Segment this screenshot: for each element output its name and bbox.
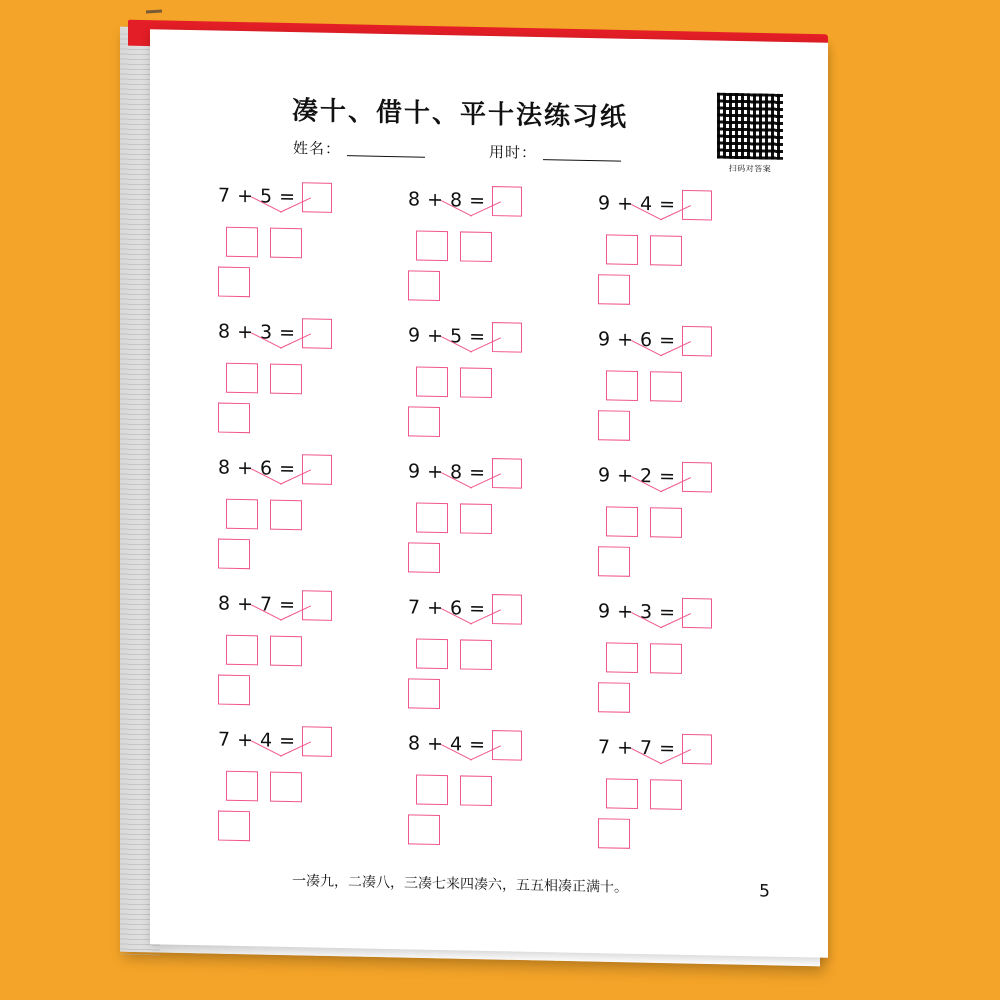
decomp-box-right[interactable] — [650, 779, 682, 810]
decomposition-tree — [598, 762, 778, 866]
operand-b: 8 — [450, 189, 463, 212]
decomposition-tree — [408, 758, 588, 862]
decomp-box-left[interactable] — [226, 363, 258, 394]
operand-b: 5 — [260, 185, 273, 208]
operand-a: 9 — [598, 328, 611, 351]
qr-caption: 扫码对答案 — [728, 163, 772, 174]
decomposition-tree — [598, 490, 778, 594]
decomp-box-left[interactable] — [606, 506, 638, 537]
operand-a: 8 — [218, 320, 231, 343]
operand-b: 5 — [450, 325, 463, 348]
decomp-box-left[interactable] — [416, 775, 448, 806]
name-blank[interactable] — [347, 141, 425, 158]
equals-sign: = — [659, 193, 676, 216]
problem-item — [592, 324, 782, 464]
problem-item — [212, 180, 402, 320]
operator: + — [427, 460, 444, 484]
problem-row — [212, 180, 782, 327]
problem-item — [402, 320, 592, 460]
operand-b: 3 — [260, 321, 273, 344]
operator: + — [237, 184, 254, 208]
qr-code-block — [714, 91, 786, 175]
equals-sign: = — [279, 185, 296, 209]
decomp-box-right[interactable] — [650, 507, 682, 538]
decomp-box-left[interactable] — [226, 635, 258, 666]
operand-a: 9 — [598, 600, 611, 623]
equals-sign: = — [469, 189, 486, 212]
problem-item — [212, 452, 402, 592]
operand-b: 4 — [450, 733, 463, 756]
decomposition-tree — [218, 755, 398, 859]
operator: + — [617, 328, 634, 351]
problem-item — [402, 456, 592, 596]
decomp-box-sub[interactable] — [218, 539, 250, 570]
operator: + — [427, 732, 444, 756]
operand-a: 9 — [408, 324, 421, 347]
decomp-box-left[interactable] — [606, 234, 638, 265]
operator: + — [237, 592, 254, 616]
decomp-box-sub[interactable] — [218, 267, 250, 298]
decomposition-tree — [218, 211, 398, 315]
problem-row — [212, 588, 782, 735]
equals-sign: = — [659, 465, 676, 488]
equals-sign: = — [659, 329, 676, 352]
decomp-box-right[interactable] — [650, 235, 682, 266]
decomp-box-sub[interactable] — [598, 682, 630, 713]
operand-b: 6 — [260, 457, 273, 480]
operand-b: 8 — [450, 461, 463, 484]
student-info-row — [150, 134, 770, 167]
footer-rhyme: 一凑九，二凑八，三凑七来四凑六，五五相凑正满十。 — [292, 873, 628, 896]
decomposition-tree — [598, 218, 778, 322]
operand-b: 7 — [260, 593, 273, 616]
operand-a: 7 — [598, 736, 611, 759]
decomp-box-sub[interactable] — [598, 818, 630, 849]
equals-sign: = — [279, 729, 296, 753]
decomp-box-sub[interactable] — [408, 270, 440, 301]
decomp-box-left[interactable] — [606, 778, 638, 809]
operator: + — [427, 596, 444, 620]
operand-a: 8 — [218, 592, 231, 615]
decomp-box-sub[interactable] — [218, 675, 250, 706]
worksheet-page — [150, 29, 828, 958]
problem-item — [592, 732, 782, 872]
decomp-box-sub[interactable] — [408, 406, 440, 437]
problem-item — [592, 596, 782, 736]
operand-a: 9 — [598, 192, 611, 215]
decomp-box-right[interactable] — [460, 639, 492, 670]
problem-item — [592, 460, 782, 600]
operator: + — [427, 188, 444, 212]
decomp-box-left[interactable] — [226, 771, 258, 802]
operator: + — [617, 464, 634, 487]
decomp-box-left[interactable] — [416, 639, 448, 670]
operand-a: 7 — [218, 184, 231, 207]
operator: + — [617, 600, 634, 623]
decomposition-tree — [408, 350, 588, 454]
operand-b: 4 — [640, 193, 653, 216]
decomp-box-left[interactable] — [416, 231, 448, 262]
decomp-box-right[interactable] — [270, 772, 302, 803]
operand-b: 2 — [640, 465, 653, 488]
operand-a: 9 — [598, 464, 611, 487]
decomp-box-right[interactable] — [650, 371, 682, 402]
operator: + — [617, 192, 634, 215]
name-label: 姓名： — [292, 139, 341, 159]
operand-b: 4 — [260, 729, 273, 752]
decomp-box-left[interactable] — [416, 367, 448, 398]
decomp-box-right[interactable] — [270, 500, 302, 531]
decomp-box-right[interactable] — [270, 636, 302, 667]
photo-artifact-mark — [146, 9, 162, 13]
decomp-box-sub[interactable] — [598, 274, 630, 305]
page-number: 5 — [759, 881, 770, 902]
operator: + — [237, 320, 254, 344]
decomp-box-right[interactable] — [460, 503, 492, 534]
operand-a: 7 — [218, 728, 231, 751]
decomp-box-right[interactable] — [460, 231, 492, 262]
equals-sign: = — [469, 461, 486, 484]
equals-sign: = — [659, 601, 676, 624]
operand-a: 8 — [408, 188, 421, 211]
equals-sign: = — [279, 457, 296, 481]
decomposition-tree — [218, 483, 398, 587]
operand-b: 6 — [450, 597, 463, 620]
problem-item — [402, 184, 592, 324]
operand-b: 7 — [640, 737, 653, 760]
decomp-box-right[interactable] — [460, 367, 492, 398]
decomp-box-right[interactable] — [270, 364, 302, 395]
operand-a: 8 — [408, 732, 421, 755]
decomposition-tree — [408, 214, 588, 318]
problems-grid — [212, 180, 782, 871]
operator: + — [237, 728, 254, 752]
equals-sign: = — [469, 325, 486, 348]
problem-item — [212, 588, 402, 728]
decomp-box-left[interactable] — [606, 642, 638, 673]
decomp-box-left[interactable] — [606, 370, 638, 401]
problem-row — [212, 316, 782, 463]
page-title: 凑十、借十、平十法练习纸 — [291, 96, 628, 133]
operator: + — [427, 324, 444, 348]
decomposition-tree — [408, 622, 588, 726]
equals-sign: = — [469, 733, 486, 756]
decomp-box-sub[interactable] — [218, 811, 250, 842]
problem-item — [402, 592, 592, 732]
equals-sign: = — [469, 597, 486, 620]
decomposition-tree — [408, 486, 588, 590]
decomposition-tree — [218, 619, 398, 723]
problem-item — [212, 724, 402, 864]
decomp-box-sub[interactable] — [218, 403, 250, 434]
decomp-box-sub[interactable] — [408, 678, 440, 709]
operand-b: 3 — [640, 601, 653, 624]
time-label: 用时： — [489, 143, 538, 162]
equals-sign: = — [659, 737, 676, 760]
operand-b: 6 — [640, 329, 653, 352]
decomp-box-right[interactable] — [650, 643, 682, 674]
decomp-box-sub[interactable] — [598, 546, 630, 577]
qr-code-icon[interactable] — [715, 91, 785, 162]
decomposition-tree — [598, 626, 778, 730]
operand-a: 8 — [218, 456, 231, 479]
operand-a: 7 — [408, 596, 421, 619]
operator: + — [237, 456, 254, 480]
decomp-box-right[interactable] — [270, 228, 302, 259]
equals-sign: = — [279, 593, 296, 617]
problem-item — [212, 316, 402, 456]
problem-item — [402, 728, 592, 868]
problem-row — [212, 452, 782, 599]
problem-row — [212, 724, 782, 871]
decomp-box-left[interactable] — [416, 503, 448, 534]
decomposition-tree — [218, 347, 398, 451]
operand-a: 9 — [408, 460, 421, 483]
decomp-box-left[interactable] — [226, 499, 258, 530]
workbook — [120, 14, 840, 964]
decomp-box-left[interactable] — [226, 227, 258, 258]
problem-item — [592, 188, 782, 328]
equals-sign: = — [279, 321, 296, 345]
decomp-box-sub[interactable] — [408, 814, 440, 845]
operator: + — [617, 736, 634, 759]
decomp-box-sub[interactable] — [408, 542, 440, 573]
decomp-box-right[interactable] — [460, 775, 492, 806]
decomp-box-sub[interactable] — [598, 410, 630, 441]
time-blank[interactable] — [543, 145, 621, 162]
decomposition-tree — [598, 354, 778, 458]
